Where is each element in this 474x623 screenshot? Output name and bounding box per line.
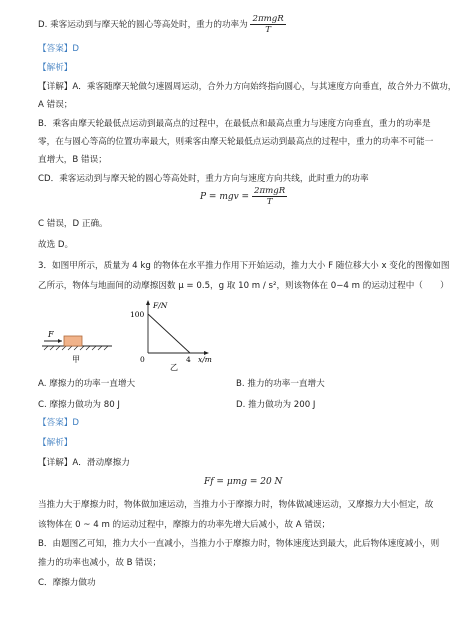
detail-b-line-2: 零，在与圆心等高的位置功率最大，则乘客由摩天轮最低点运动到最高点的过程中，重力的功率不可能一 — [38, 137, 434, 147]
friction-equation: Ff = μmg = 20 N — [204, 477, 283, 487]
option-a: A. 摩擦力的功率一直增大 — [38, 379, 136, 389]
detail-cd-line-2: C 错误，D 正确。 — [38, 219, 108, 229]
detail-a-line-2: A 错误； — [38, 100, 73, 110]
tick-4: 4 — [186, 355, 191, 364]
choose-answer: 故选 D。 — [38, 240, 74, 250]
detail-cd-line-1: CD．乘客运动到与摩天轮的圆心等高处时，重力方向与速度方向共线，此时重力的功率 — [38, 174, 369, 184]
question-3-line-1: 3．如图甲所示，质量为 4 kg 的物体在水平推力作用下开始运动，推力大小 F 随位移大小 x 变化的图像如图 — [38, 261, 450, 271]
figure-jia — [42, 330, 112, 364]
analysis-tag-1: 【解析】 — [38, 63, 73, 73]
block — [64, 336, 82, 346]
detail-2-b-line-1: B．由题图乙可知，推力大小一直减小，当推力小于摩擦力时，物体速度达到最大，此后物体速度减小，则 — [38, 539, 440, 549]
question-3-figure — [0, 298, 474, 378]
power-fraction: $\frac{\text{2πmgR}}{T}$ — [252, 14, 284, 35]
figure-yi — [130, 300, 212, 372]
option-c: C. 摩擦力做功为 80 J — [38, 400, 120, 410]
x-axis-label: x/m — [198, 355, 212, 364]
detail-2-a: 【详解】A．滑动摩擦力 — [38, 458, 130, 468]
label-yi: 乙 — [170, 363, 178, 372]
detail-2-c: C．摩擦力做功 — [38, 578, 96, 588]
option-d-text: D. 乘客运动到与摩天轮的圆心等高处时，重力的功率为 $\frac{\text{2πmgR}}{T}$ — [38, 14, 284, 35]
force-label: F — [48, 330, 54, 339]
answer-tag-1: 【答案】D — [38, 44, 79, 54]
detail-2-a-line-2: 该物体在 0 ~ 4 m 的运动过程中，摩擦力的功率先增大后减小，故 A 错误； — [38, 520, 331, 530]
detail-a-line-1: 【详解】A．乘客随摩天轮做匀速圆周运动，合外力方向始终指向圆心，与其速度方向垂直，故合外力不做功， — [38, 82, 457, 92]
power-equation: P = mgv = $\frac{\text{2πmgR}}{T}$ — [200, 186, 286, 207]
question-3-line-2: 乙所示，物体与地面间的动摩擦因数 μ = 0.5，g 取 10 m / s²，则该物体在 0−4 m 的运动过程中（ ） — [38, 281, 449, 291]
option-b: B. 推力的功率一直增大 — [236, 379, 325, 389]
detail-b-line-1: B．乘客由摩天轮最低点运动到最高点的过程中，在最低点和最高点重力与速度方向垂直，重力的功率是 — [38, 119, 431, 129]
label-jia: 甲 — [72, 355, 80, 364]
option-d: D. 推力做功为 200 J — [236, 400, 316, 410]
force-displacement-line — [148, 314, 190, 353]
tick-0: 0 — [140, 355, 145, 364]
answer-tag-2: 【答案】D — [38, 418, 79, 428]
analysis-tag-2: 【解析】 — [38, 438, 73, 448]
detail-b-line-3: 直增大，B 错误； — [38, 155, 107, 165]
y-axis-label: F/N — [153, 301, 168, 310]
detail-2-b-line-2: 推力的功率也减小，故 B 错误； — [38, 558, 162, 568]
tick-100: 100 — [130, 310, 145, 319]
detail-2-a-line-1: 当推力大于摩擦力时，物体做加速运动，当推力小于摩擦力时，物体做减速运动，又摩擦力大小恒定，故 — [38, 500, 434, 510]
